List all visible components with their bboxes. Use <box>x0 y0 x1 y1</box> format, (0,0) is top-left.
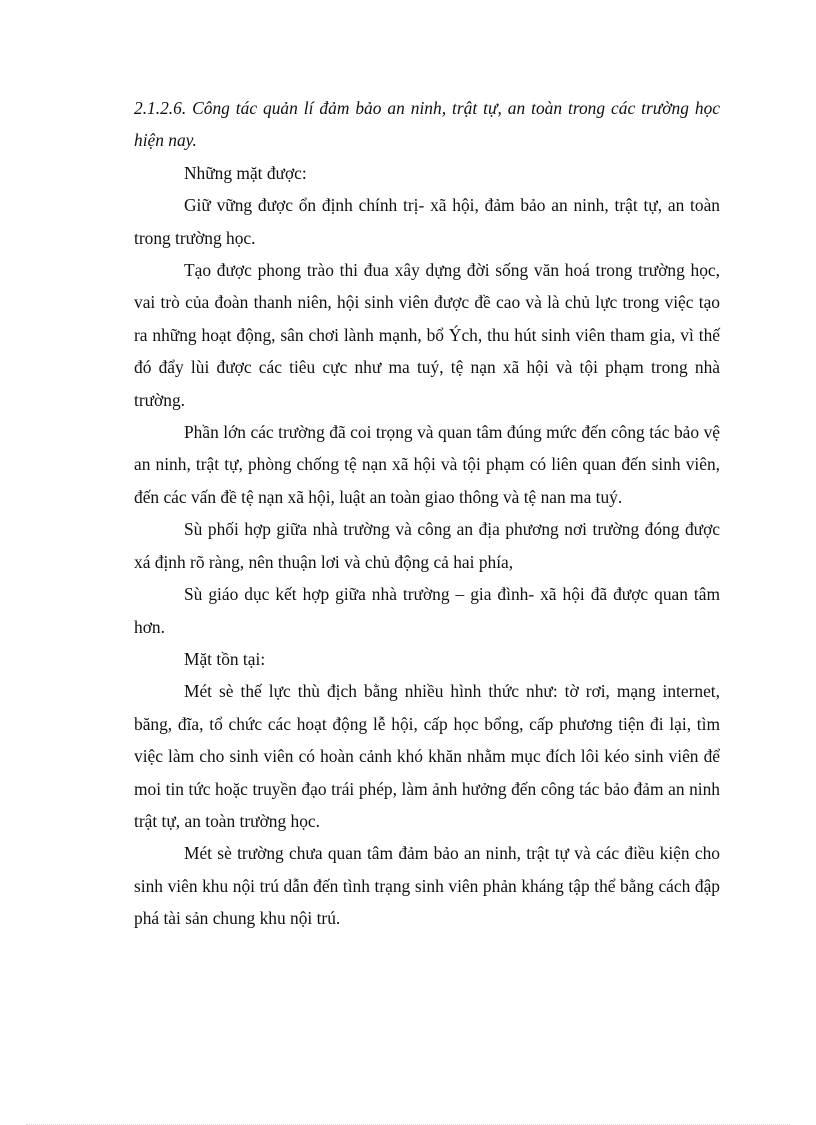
negatives-label: Mặt tồn tại: <box>184 648 266 669</box>
positives-paragraph: Giữ vững được ổn định chính trị- xã hội, đảm bảo an ninh, trật tự, an toàn trong trường học. <box>134 195 720 248</box>
page-content <box>134 92 720 935</box>
positives-paragraph: Sù phối hợp giữa nhà trường và công an địa phương nơi trường đóng được xá định rõ ràng, nên thuận lơi và chủ động cả hai phía, <box>134 519 720 572</box>
positives-paragraph: Tạo được phong trào thi đua xây dựng đời sống văn hoá trong trường học, vai trò của đoàn thanh niên, hội sinh viên được đề cao và là chủ lực trong việc tạo ra những hoạt động, sân chơi lành mạnh, bổ Ých, thu hút sinh viên tham gia, vì thế đó đẩy lùi được các tiêu cực như ma tuý, tệ nạn xã hội và tội phạm trong nhà trường. <box>134 260 720 410</box>
positives-paragraph: Sù giáo dục kết hợp giữa nhà trường – gia đình- xã hội đã được quan tâm hơn. <box>134 584 720 637</box>
negatives-paragraph: Mét sè thế lực thù địch bằng nhiều hình thức như: tờ rơi, mạng internet, băng, đĩa, tổ chức các hoạt động lễ hội, cấp học bổng, cấp phương tiện đi lại, tìm việc làm cho sinh viên có hoàn cảnh khó khăn nhằm mục đích lôi kéo sinh viên để moi tin tức hoặc truyền đạo trái phép, làm ảnh hưởng đến công tác bảo đảm an ninh trật tự, an toàn trường học. <box>134 681 720 831</box>
positives-paragraph: Phần lớn các trường đã coi trọng và quan tâm đúng mức đến công tác bảo vệ an ninh, trật tự, phòng chống tệ nạn xã hội và tội phạm có liên quan đến sinh viên, đến các vấn đề tệ nạn xã hội, luật an toàn giao thông và tệ nan ma tuý. <box>134 422 720 507</box>
section-heading: 2.1.2.6. Công tác quản lí đảm bảo an ninh, trật tự, an toàn trong các trường học hiện nay. <box>134 98 720 151</box>
positives-label: Những mặt được: <box>184 162 307 183</box>
negatives-paragraph: Mét sè trường chưa quan tâm đảm bảo an ninh, trật tự và các điều kiện cho sinh viên khu nội trú dẫn đến tình trạng sinh viên phản kháng tập thể bằng cách đập phá tài sản chung khu nội trú. <box>134 843 720 929</box>
